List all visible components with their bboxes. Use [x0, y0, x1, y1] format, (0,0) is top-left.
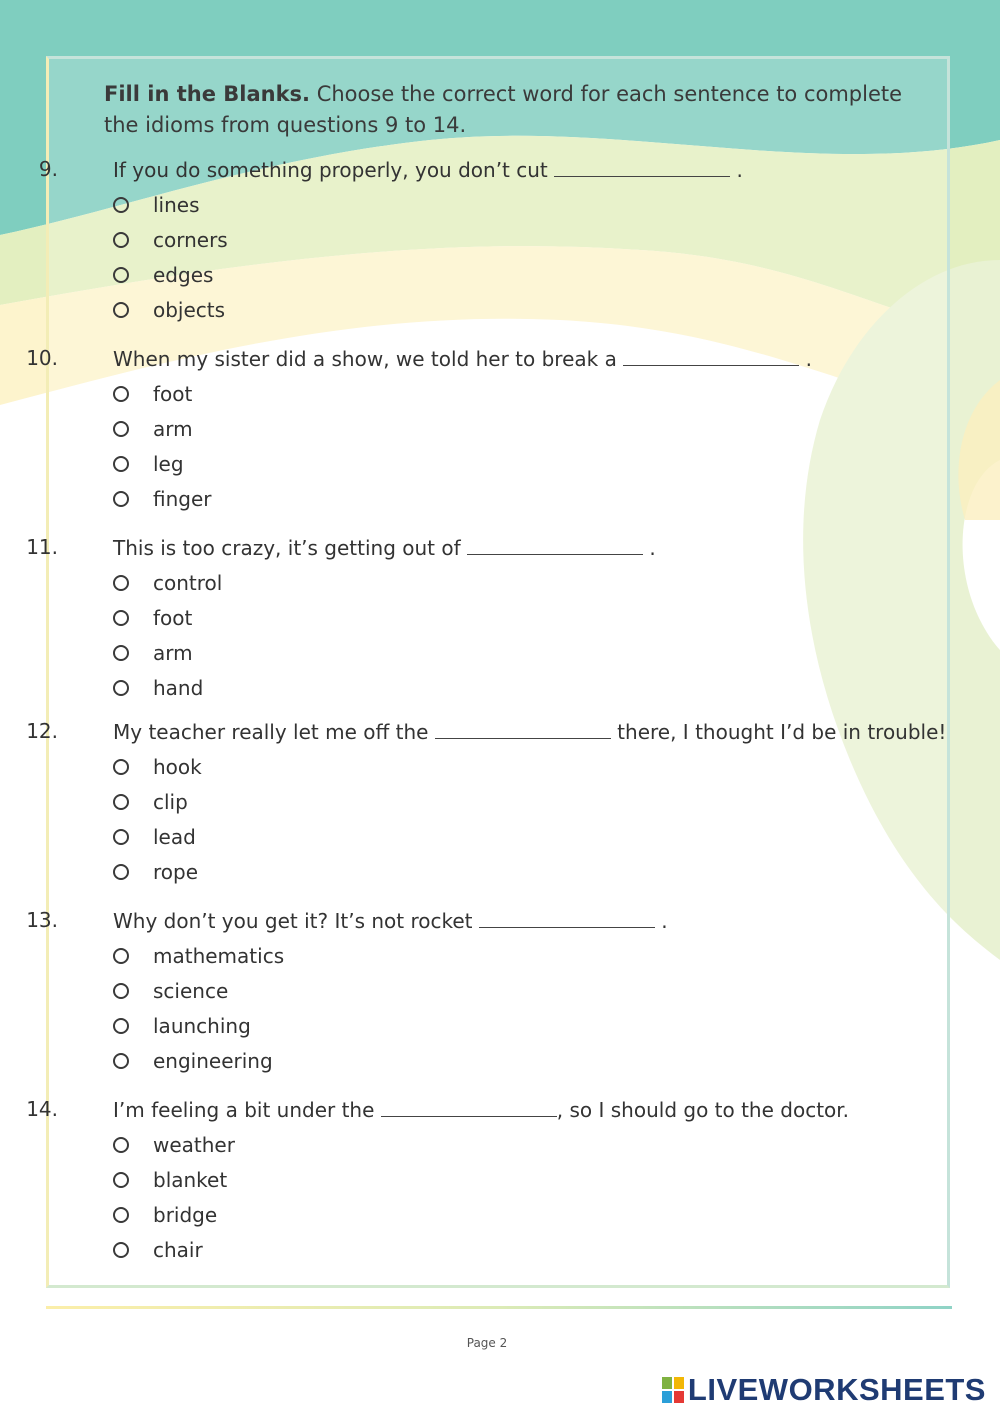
- question-text-before: This is too crazy, it’s getting out of: [113, 536, 468, 560]
- question-text-before: My teacher really let me off the: [113, 720, 435, 744]
- question-text-after: .: [730, 158, 743, 182]
- instructions-title: Fill in the Blanks.: [104, 82, 311, 106]
- question-text: [113, 343, 812, 374]
- option-label: blanket: [153, 1168, 228, 1192]
- radio-button-icon[interactable]: [113, 456, 129, 472]
- radio-button-icon[interactable]: [113, 864, 129, 880]
- radio-button-icon[interactable]: [113, 948, 129, 964]
- option-label: engineering: [153, 1049, 273, 1073]
- option-label: foot: [153, 382, 193, 406]
- radio-button-icon[interactable]: [113, 267, 129, 283]
- question-text: [113, 905, 668, 936]
- option-label: corners: [153, 228, 228, 252]
- radio-button-icon[interactable]: [113, 829, 129, 845]
- answer-blank[interactable]: [381, 1094, 557, 1117]
- instructions: [104, 79, 924, 141]
- radio-button-icon[interactable]: [113, 983, 129, 999]
- radio-button-icon[interactable]: [113, 794, 129, 810]
- radio-button-icon[interactable]: [113, 680, 129, 696]
- question-text-after: .: [654, 909, 668, 933]
- radio-button-icon[interactable]: [113, 1137, 129, 1153]
- radio-button-icon[interactable]: [113, 645, 129, 661]
- question-row: [0, 343, 960, 373]
- radio-button-icon[interactable]: [113, 610, 129, 626]
- question-number: 10.: [26, 346, 58, 370]
- option-label: rope: [153, 860, 199, 884]
- option-label: chair: [153, 1238, 203, 1262]
- answer-blank[interactable]: [623, 343, 799, 366]
- question-text: [113, 154, 743, 185]
- option-label: bridge: [153, 1203, 218, 1227]
- footer-divider: [46, 1306, 952, 1309]
- answer-blank[interactable]: [467, 532, 643, 555]
- radio-button-icon[interactable]: [113, 1053, 129, 1069]
- radio-button-icon[interactable]: [113, 386, 129, 402]
- answer-blank[interactable]: [479, 905, 655, 928]
- option-label: foot: [153, 606, 193, 630]
- option-label: hook: [153, 755, 202, 779]
- radio-button-icon[interactable]: [113, 421, 129, 437]
- question-text: [113, 716, 946, 747]
- question-text-before: When my sister did a show, we told her to break a: [113, 347, 624, 371]
- question-row: [0, 716, 960, 746]
- question-text-before: I’m feeling a bit under the: [113, 1098, 381, 1122]
- liveworksheets-icon: [662, 1377, 684, 1403]
- option-label: leg: [153, 452, 184, 476]
- question-text-before: Why don’t you get it? It’s not rocket: [113, 909, 479, 933]
- question-text: [113, 532, 656, 563]
- radio-button-icon[interactable]: [113, 491, 129, 507]
- radio-button-icon[interactable]: [113, 1172, 129, 1188]
- question: [0, 905, 960, 1073]
- question: [0, 532, 960, 700]
- question-text: [113, 1094, 849, 1125]
- answer-blank[interactable]: [435, 716, 611, 739]
- question-number: 11.: [26, 535, 58, 559]
- question: [0, 1094, 960, 1262]
- brand-name: LIVEWORKSHEETS: [687, 1372, 986, 1407]
- liveworksheets-logo[interactable]: [662, 1374, 986, 1406]
- question-number: 13.: [26, 908, 58, 932]
- radio-button-icon[interactable]: [113, 232, 129, 248]
- answer-blank[interactable]: [554, 154, 730, 177]
- question: [0, 154, 960, 322]
- question-row: [0, 905, 960, 935]
- question-text-after: there, I thought I’d be in trouble!: [610, 720, 947, 744]
- question-text-after: , so I should go to the doctor.: [556, 1098, 850, 1122]
- question: [0, 343, 960, 511]
- question-row: [0, 1094, 960, 1124]
- option-label: finger: [153, 487, 212, 511]
- question-row: [0, 154, 960, 184]
- radio-button-icon[interactable]: [113, 1018, 129, 1034]
- question-text-after: .: [799, 347, 812, 371]
- question-text-after: .: [643, 536, 656, 560]
- question-row: [0, 532, 960, 562]
- instructions-text: Choose the correct word for each sentence to complete the idioms from questions 9 to 14.: [104, 82, 903, 137]
- radio-button-icon[interactable]: [113, 759, 129, 775]
- option-label: weather: [153, 1133, 235, 1157]
- option-label: mathematics: [153, 944, 285, 968]
- option-label: arm: [153, 641, 193, 665]
- option-label: hand: [153, 676, 204, 700]
- option-label: science: [153, 979, 229, 1003]
- radio-button-icon[interactable]: [113, 1242, 129, 1258]
- option-label: control: [153, 571, 223, 595]
- question-text-before: If you do something properly, you don’t cut: [113, 158, 555, 182]
- radio-button-icon[interactable]: [113, 575, 129, 591]
- option-label: lead: [153, 825, 196, 849]
- question-number: 14.: [26, 1097, 58, 1121]
- question: [0, 716, 960, 884]
- question-number: 9.: [38, 157, 58, 181]
- option-label: lines: [153, 193, 200, 217]
- radio-button-icon[interactable]: [113, 197, 129, 213]
- option-label: launching: [153, 1014, 251, 1038]
- radio-button-icon[interactable]: [113, 302, 129, 318]
- option-label: objects: [153, 298, 226, 322]
- option-label: arm: [153, 417, 193, 441]
- page-number: Page 2: [466, 1336, 508, 1350]
- option-label: clip: [153, 790, 188, 814]
- option-label: edges: [153, 263, 214, 287]
- question-number: 12.: [26, 719, 58, 743]
- radio-button-icon[interactable]: [113, 1207, 129, 1223]
